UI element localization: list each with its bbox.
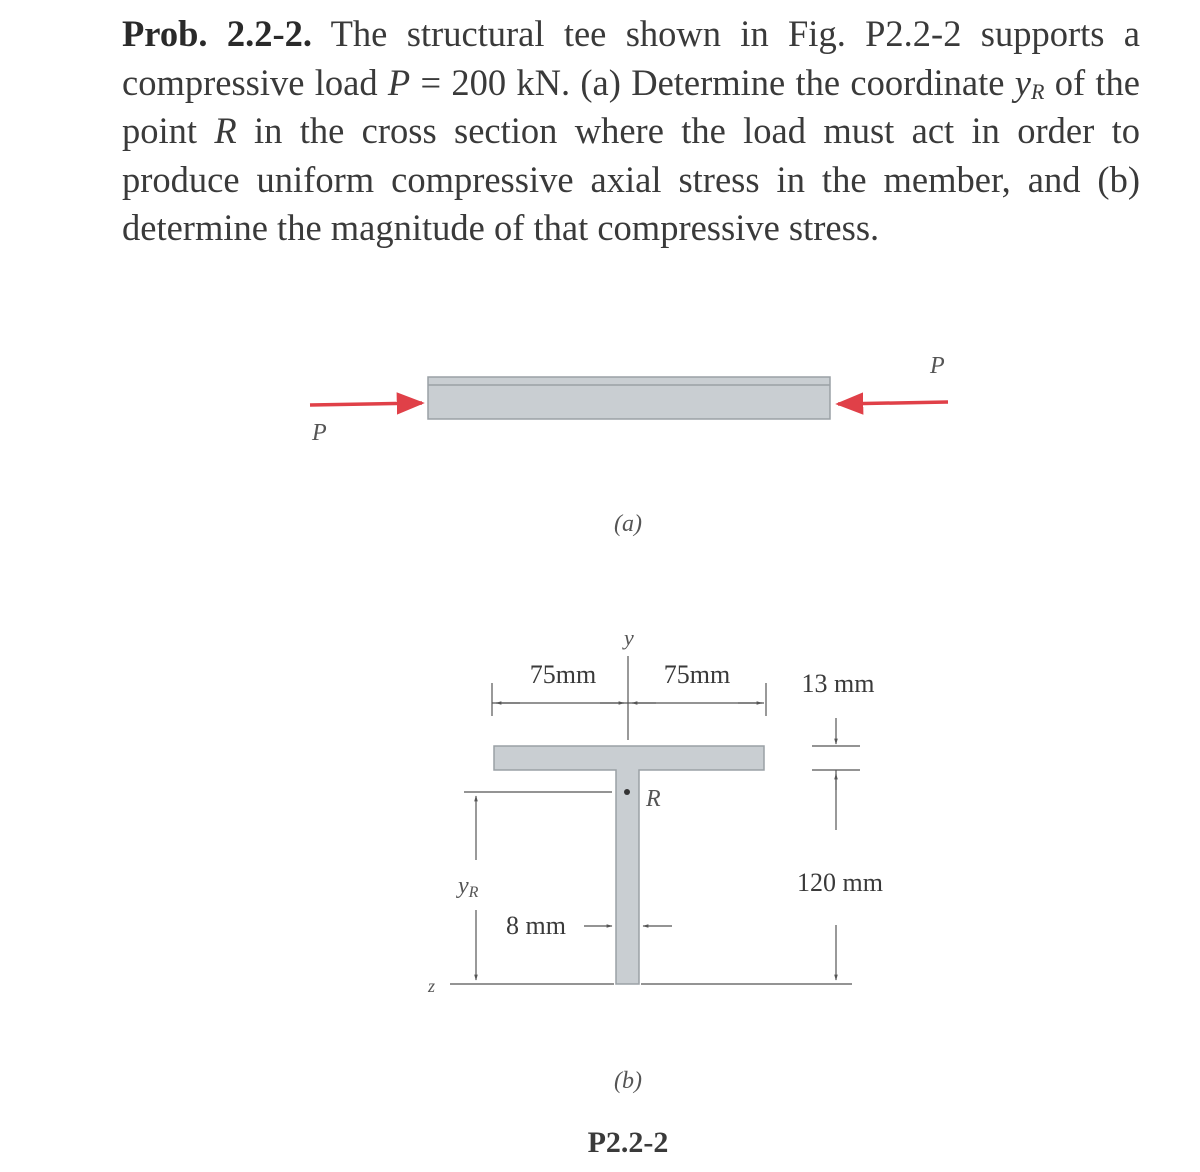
coordinate-symbol: y [1014,61,1031,103]
load-label-right: P [930,353,945,379]
member-bar [428,377,830,419]
figure-b [427,625,883,1094]
tee-section [494,746,764,984]
load-symbol: P [387,61,411,103]
problem-text-3: of the point [122,61,1141,151]
dim-web-label: 8 mm [506,911,566,940]
dim-right-flange-label: 75mm [663,660,731,689]
caption-a: (a) [614,511,642,537]
dim-yr-subscript: R [468,884,479,901]
dim-left-flange-label: 75mm [529,660,597,689]
dim-flange-thickness-label: 13 mm [801,669,875,698]
problem-text-1: The structural tee shown in Fig. P2.2-2 supports a compressive load [122,13,1140,103]
dim-yr-symbol: y [458,873,469,899]
problem-text-2: = 200 kN. (a) Determine the coordinate [410,61,1015,103]
z-axis-label: z [428,976,436,996]
coordinate-subscript: R [1030,78,1045,104]
point-r-marker [624,789,630,795]
y-axis-label: y [624,625,634,650]
point-r-label: R [646,786,661,812]
load-label-left: P [312,420,327,446]
problem-text-4: in the cross section where the load must act in order to produce uniform compressive axial stress in the member, and (b) determine the magnitude of that compressive stress. [122,110,1140,248]
problem-heading: Prob. 2.2-2. [122,13,312,54]
figure-a [310,353,948,537]
figure-id: P2.2-2 [587,1126,669,1159]
load-arrow-left [310,403,422,405]
load-arrow-right [838,402,948,404]
caption-b: (b) [614,1068,642,1094]
dim-yr-label [456,873,479,901]
dim-height-label: 120 mm [797,868,883,897]
point-symbol: R [214,110,237,151]
